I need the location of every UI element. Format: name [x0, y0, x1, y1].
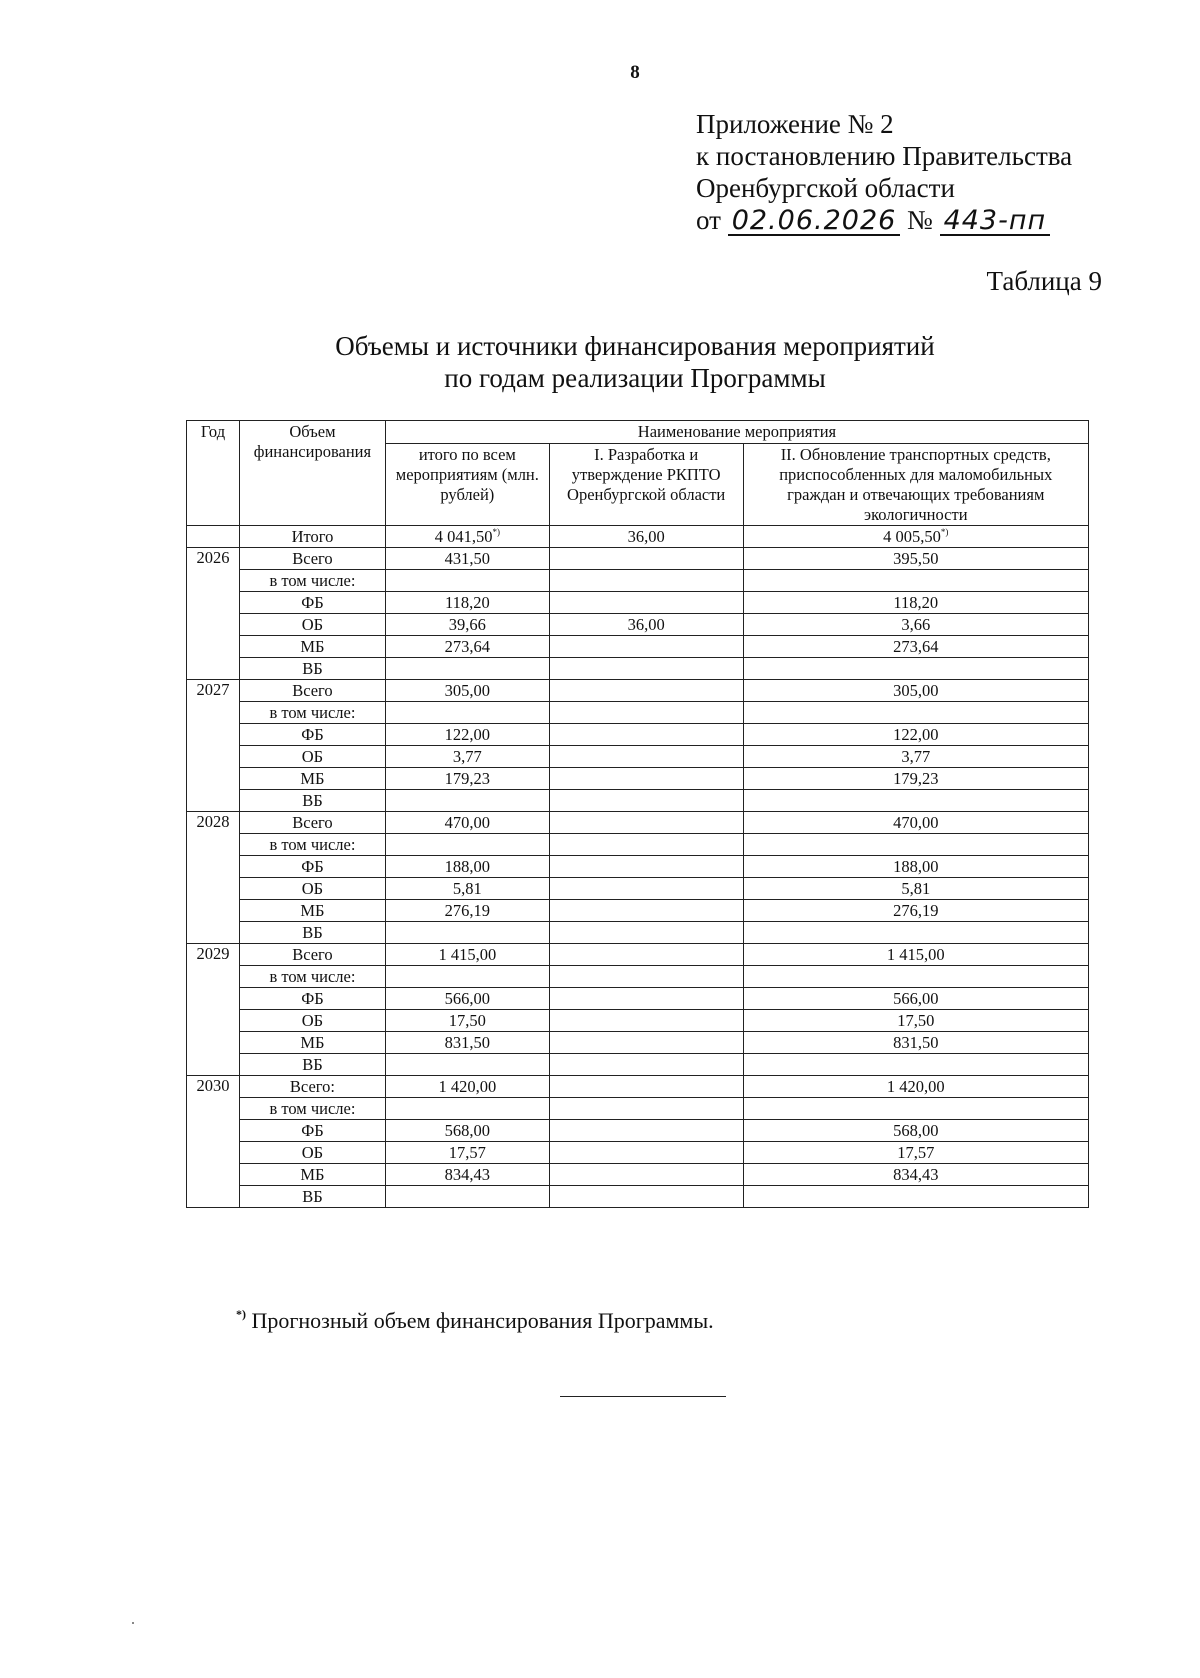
grand-total-label: Итого — [239, 526, 385, 548]
cell-col1 — [549, 1142, 743, 1164]
table-label: Таблица 9 — [986, 266, 1102, 296]
year-cell: 2027 — [187, 680, 240, 812]
cell-col2 — [743, 1186, 1088, 1208]
appendix-block — [696, 108, 1072, 236]
table-row — [187, 966, 1089, 988]
handwritten-date: 02.06.2026 — [728, 208, 901, 236]
row-label: Всего — [239, 812, 385, 834]
cell-col1 — [549, 1032, 743, 1054]
row-label: ФБ — [239, 856, 385, 878]
footnote-text: Прогнозный объем финансирования Программы. — [246, 1308, 714, 1333]
scan-speck — [132, 1622, 134, 1624]
row-label: Всего — [239, 548, 385, 570]
date-prefix: от — [696, 205, 721, 235]
row-label: Всего — [239, 944, 385, 966]
cell-total: 470,00 — [385, 812, 549, 834]
table-row — [187, 790, 1089, 812]
appendix-line-1: Приложение № 2 — [696, 109, 894, 139]
table-row — [187, 614, 1089, 636]
grand-total-col2-value: 4 005,50 — [883, 527, 941, 546]
row-label: в том числе: — [239, 966, 385, 988]
table-row — [187, 724, 1089, 746]
row-label: Всего: — [239, 1076, 385, 1098]
cell-col1 — [549, 900, 743, 922]
cell-total — [385, 790, 549, 812]
cell-col2 — [743, 790, 1088, 812]
cell-col1 — [549, 856, 743, 878]
table-row — [187, 878, 1089, 900]
cell-total — [385, 834, 549, 856]
cell-col1 — [549, 834, 743, 856]
cell-col2: 179,23 — [743, 768, 1088, 790]
cell-col1: 36,00 — [549, 614, 743, 636]
cell-col2 — [743, 1054, 1088, 1076]
cell-col2: 17,50 — [743, 1010, 1088, 1032]
row-label: ВБ — [239, 658, 385, 680]
cell-col1 — [549, 636, 743, 658]
cell-col1 — [549, 790, 743, 812]
row-label: в том числе: — [239, 1098, 385, 1120]
table-row — [187, 834, 1089, 856]
cell-total — [385, 570, 549, 592]
row-label: ВБ — [239, 1054, 385, 1076]
table-row — [187, 746, 1089, 768]
cell-col2: 395,50 — [743, 548, 1088, 570]
table-row — [187, 1098, 1089, 1120]
cell-col2: 831,50 — [743, 1032, 1088, 1054]
table-row — [187, 548, 1089, 570]
row-label: ФБ — [239, 592, 385, 614]
table-row — [187, 1142, 1089, 1164]
table-row — [187, 768, 1089, 790]
table-row — [187, 988, 1089, 1010]
year-cell: 2026 — [187, 548, 240, 680]
cell-total — [385, 658, 549, 680]
header-total: итого по всем мероприятиям (млн. рублей) — [385, 444, 549, 526]
cell-total: 3,77 — [385, 746, 549, 768]
cell-col2: 273,64 — [743, 636, 1088, 658]
cell-col1 — [549, 746, 743, 768]
cell-col1 — [549, 680, 743, 702]
cell-total — [385, 1098, 549, 1120]
cell-col2 — [743, 834, 1088, 856]
table-row — [187, 856, 1089, 878]
cell-total: 122,00 — [385, 724, 549, 746]
row-label: ВБ — [239, 922, 385, 944]
cell-col1 — [549, 570, 743, 592]
closing-rule — [560, 1396, 726, 1397]
cell-total: 179,23 — [385, 768, 549, 790]
page-number: 8 — [630, 62, 640, 83]
cell-col1 — [549, 988, 743, 1010]
row-label: в том числе: — [239, 570, 385, 592]
cell-col1 — [549, 768, 743, 790]
cell-col2: 3,77 — [743, 746, 1088, 768]
cell-total: 273,64 — [385, 636, 549, 658]
cell-col2: 5,81 — [743, 878, 1088, 900]
cell-col1 — [549, 702, 743, 724]
table-row — [187, 1076, 1089, 1098]
cell-total: 305,00 — [385, 680, 549, 702]
row-label: ВБ — [239, 790, 385, 812]
table-row — [187, 1120, 1089, 1142]
cell-col2: 3,66 — [743, 614, 1088, 636]
financing-table — [186, 420, 1089, 1208]
cell-col1 — [549, 1164, 743, 1186]
table-row — [187, 636, 1089, 658]
table-row — [187, 1054, 1089, 1076]
footnote — [236, 1308, 714, 1334]
appendix-line-2: к постановлению Правительства — [696, 141, 1073, 171]
cell-col2 — [743, 966, 1088, 988]
table-row — [187, 944, 1089, 966]
row-label: МБ — [239, 900, 385, 922]
grand-total-col2 — [743, 526, 1088, 548]
table-row — [187, 1164, 1089, 1186]
table-row — [187, 1032, 1089, 1054]
cell-col2: 1 420,00 — [743, 1076, 1088, 1098]
header-volume: Объем финансирования — [239, 421, 385, 526]
year-cell: 2029 — [187, 944, 240, 1076]
table-row — [187, 1186, 1089, 1208]
row-label: ОБ — [239, 878, 385, 900]
cell-total: 568,00 — [385, 1120, 549, 1142]
cell-col1 — [549, 1010, 743, 1032]
header-col2: II. Обновление транспортных средств, приспособленных для маломобильных граждан и отвечающих требованиям экологичности — [743, 444, 1088, 526]
cell-col1 — [549, 1186, 743, 1208]
table-row — [187, 1010, 1089, 1032]
row-label: МБ — [239, 768, 385, 790]
cell-col2: 568,00 — [743, 1120, 1088, 1142]
appendix-date-line — [696, 204, 1072, 236]
cell-total — [385, 966, 549, 988]
table-row — [187, 680, 1089, 702]
document-title — [0, 330, 1200, 394]
table-row — [187, 812, 1089, 834]
cell-col2: 118,20 — [743, 592, 1088, 614]
cell-total — [385, 1054, 549, 1076]
row-label: ОБ — [239, 746, 385, 768]
row-label: МБ — [239, 1164, 385, 1186]
cell-col1 — [549, 922, 743, 944]
cell-total — [385, 1186, 549, 1208]
cell-col2 — [743, 1098, 1088, 1120]
row-label: ФБ — [239, 988, 385, 1010]
cell-col1 — [549, 1098, 743, 1120]
header-events: Наименование мероприятия — [385, 421, 1088, 444]
cell-col2 — [743, 922, 1088, 944]
cell-total: 39,66 — [385, 614, 549, 636]
cell-col2: 122,00 — [743, 724, 1088, 746]
cell-total: 17,57 — [385, 1142, 549, 1164]
row-label: ОБ — [239, 614, 385, 636]
cell-col2: 17,57 — [743, 1142, 1088, 1164]
cell-col2 — [743, 702, 1088, 724]
grand-total-col2-mark: *) — [940, 527, 949, 537]
row-label: ФБ — [239, 1120, 385, 1142]
row-label: ФБ — [239, 724, 385, 746]
appendix-line-3: Оренбургской области — [696, 173, 955, 203]
cell-col1 — [549, 878, 743, 900]
table-row — [187, 592, 1089, 614]
cell-col1 — [549, 548, 743, 570]
grand-total-col1: 36,00 — [549, 526, 743, 548]
grand-total-row — [187, 526, 1089, 548]
header-year: Год — [187, 421, 240, 526]
cell-total: 831,50 — [385, 1032, 549, 1054]
cell-col2: 1 415,00 — [743, 944, 1088, 966]
cell-col1 — [549, 944, 743, 966]
row-label: ВБ — [239, 1186, 385, 1208]
cell-col2: 188,00 — [743, 856, 1088, 878]
row-label: в том числе: — [239, 834, 385, 856]
cell-total — [385, 702, 549, 724]
cell-col1 — [549, 812, 743, 834]
cell-col1 — [549, 592, 743, 614]
cell-col1 — [549, 1054, 743, 1076]
row-label: ОБ — [239, 1142, 385, 1164]
cell-col2 — [743, 570, 1088, 592]
title-line-2: по годам реализации Программы — [444, 363, 826, 393]
cell-total: 276,19 — [385, 900, 549, 922]
year-cell: 2028 — [187, 812, 240, 944]
grand-total-total-mark: *) — [492, 527, 500, 537]
table-row — [187, 900, 1089, 922]
handwritten-number: 443-пп — [940, 208, 1051, 236]
table-row — [187, 922, 1089, 944]
cell-total: 188,00 — [385, 856, 549, 878]
number-prefix: № — [907, 205, 933, 235]
table-row — [187, 702, 1089, 724]
row-label: МБ — [239, 1032, 385, 1054]
table-row — [187, 658, 1089, 680]
cell-col2: 834,43 — [743, 1164, 1088, 1186]
row-label: Всего — [239, 680, 385, 702]
grand-total-empty — [187, 526, 240, 548]
grand-total-total-value: 4 041,50 — [434, 527, 493, 546]
cell-col2: 566,00 — [743, 988, 1088, 1010]
grand-total-total — [385, 526, 549, 548]
cell-total: 5,81 — [385, 878, 549, 900]
cell-col2: 276,19 — [743, 900, 1088, 922]
cell-total: 431,50 — [385, 548, 549, 570]
cell-total: 1 420,00 — [385, 1076, 549, 1098]
cell-total — [385, 922, 549, 944]
cell-total: 1 415,00 — [385, 944, 549, 966]
cell-total: 566,00 — [385, 988, 549, 1010]
footnote-mark: *) — [236, 1307, 246, 1321]
cell-total: 118,20 — [385, 592, 549, 614]
cell-col2: 305,00 — [743, 680, 1088, 702]
header-col1: I. Разработка и утверждение РКПТО Оренбургской области — [549, 444, 743, 526]
title-line-1: Объемы и источники финансирования мероприятий — [335, 331, 935, 361]
year-cell: 2030 — [187, 1076, 240, 1208]
cell-col1 — [549, 658, 743, 680]
row-label: МБ — [239, 636, 385, 658]
cell-col1 — [549, 1076, 743, 1098]
cell-col1 — [549, 1120, 743, 1142]
table-row — [187, 570, 1089, 592]
header-row-1 — [187, 421, 1089, 444]
cell-col1 — [549, 724, 743, 746]
row-label: в том числе: — [239, 702, 385, 724]
cell-total: 17,50 — [385, 1010, 549, 1032]
cell-col1 — [549, 966, 743, 988]
cell-col2 — [743, 658, 1088, 680]
cell-col2: 470,00 — [743, 812, 1088, 834]
cell-total: 834,43 — [385, 1164, 549, 1186]
row-label: ОБ — [239, 1010, 385, 1032]
